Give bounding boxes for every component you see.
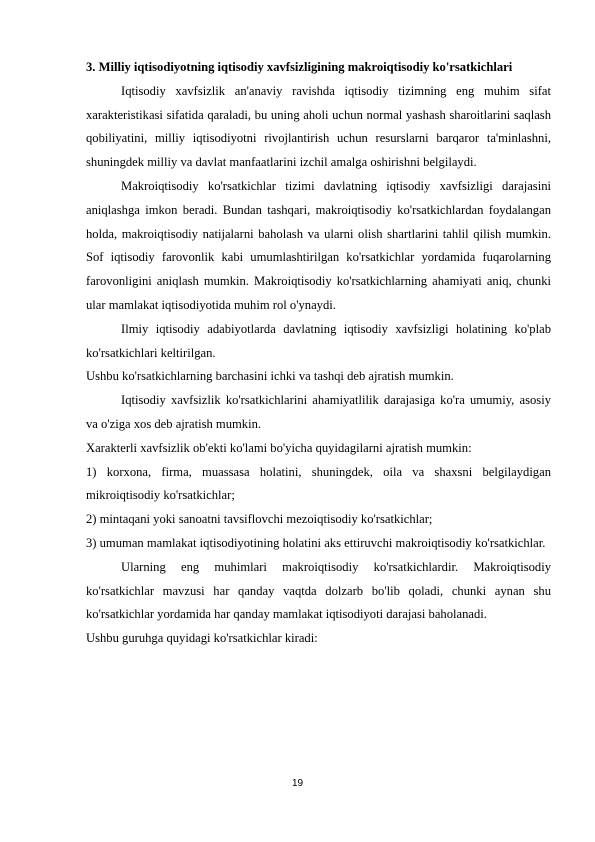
paragraph-5: Iqtisodiy xavfsizlik ko'rsatkichlarini ahamiyatlilik darajasiga ko'ra umumiy, asosiy va o'ziga xos deb ajratish mumkin. [86, 393, 551, 431]
paragraph-4: Ushbu ko'rsatkichlarning barchasini ichki va tashqi deb ajratish mumkin. [86, 369, 454, 384]
document-page [86, 56, 551, 651]
list-item-3: 3) umuman mamlakat iqtisodiyotining holatini aks ettiruvchi makroiqtisodiy ko'rsatkichlar. [86, 535, 546, 550]
list-item-2: 2) mintaqani yoki sanoatni tavsiflovchi mezoiqtisodiy ko'rsatkichlar; [86, 512, 433, 527]
paragraph-8: Ushbu guruhga quyidagi ko'rsatkichlar kiradi: [86, 631, 318, 646]
paragraph-3: Ilmiy iqtisodiy adabiyotlarda davlatning iqtisodiy xavfsizligi holatining ko'plab ko'rsatkichlari keltirilgan. [86, 321, 551, 360]
paragraph-1: Iqtisodiy xavfsizlik an'anaviy ravishda iqtisodiy tizimning eng muhim sifat xarakteristikasi sifatida qaraladi, bu uning aholi uchun normal yashash sharoitlarini saqlash qobiliyatini, milliy iqtisodiyotni rivojlantirish uchun resurslarni barqaror ta'minlashni, shuningdek milliy va davlat manfaatlarini izchil amalga oshirishni belgilaydi. [86, 83, 551, 170]
paragraph-7: Ularning eng muhimlari makroiqtisodiy ko'rsatkichlardir. Makroiqtisodiy ko'rsatkichlar mavzusi har qanday vaqtda dolzarb bo'lib qoladi, chunki aynan shu ko'rsatkichlar yordamida har qanday mamlakat iqtisodiyoti darajasi baholanadi. [86, 559, 551, 622]
paragraph-2: Makroiqtisodiy ko'rsatkichlar tizimi davlatning iqtisodiy xavfsizligi darajasini aniqlashga imkon beradi. Bundan tashqari, makroiqtisodiy ko'rsatkichlardan foydalangan holda, makroiqtisodiy natijalarni baholash va ularni olish shartlarini tahlil qilish mumkin. Sof iqtisodiy farovonlik kabi umumlashtirilgan ko'rsatkichlar yordamida fuqarolarning farovonligini aniqlash mumkin. Makroiqtisodiy ko'rsatkichlarning ahamiyati aniq, chunki ular mamlakat iqtisodiyotida muhim rol o'ynaydi. [86, 178, 551, 312]
paragraph-6: Xarakterli xavfsizlik ob'ekti ko'lami bo'yicha quyidagilarni ajratish mumkin: [86, 440, 472, 455]
section-heading: 3. Milliy iqtisodiyotning iqtisodiy xavfsizligining makroiqtisodiy ko'rsatkichlari [86, 60, 513, 74]
page-number: 19 [291, 778, 304, 789]
list-item-1: 1) korxona, firma, muassasa holatini, shuningdek, oila va shaxsni belgilaydigan mikroiqtisodiy ko'rsatkichlar; [86, 464, 551, 503]
